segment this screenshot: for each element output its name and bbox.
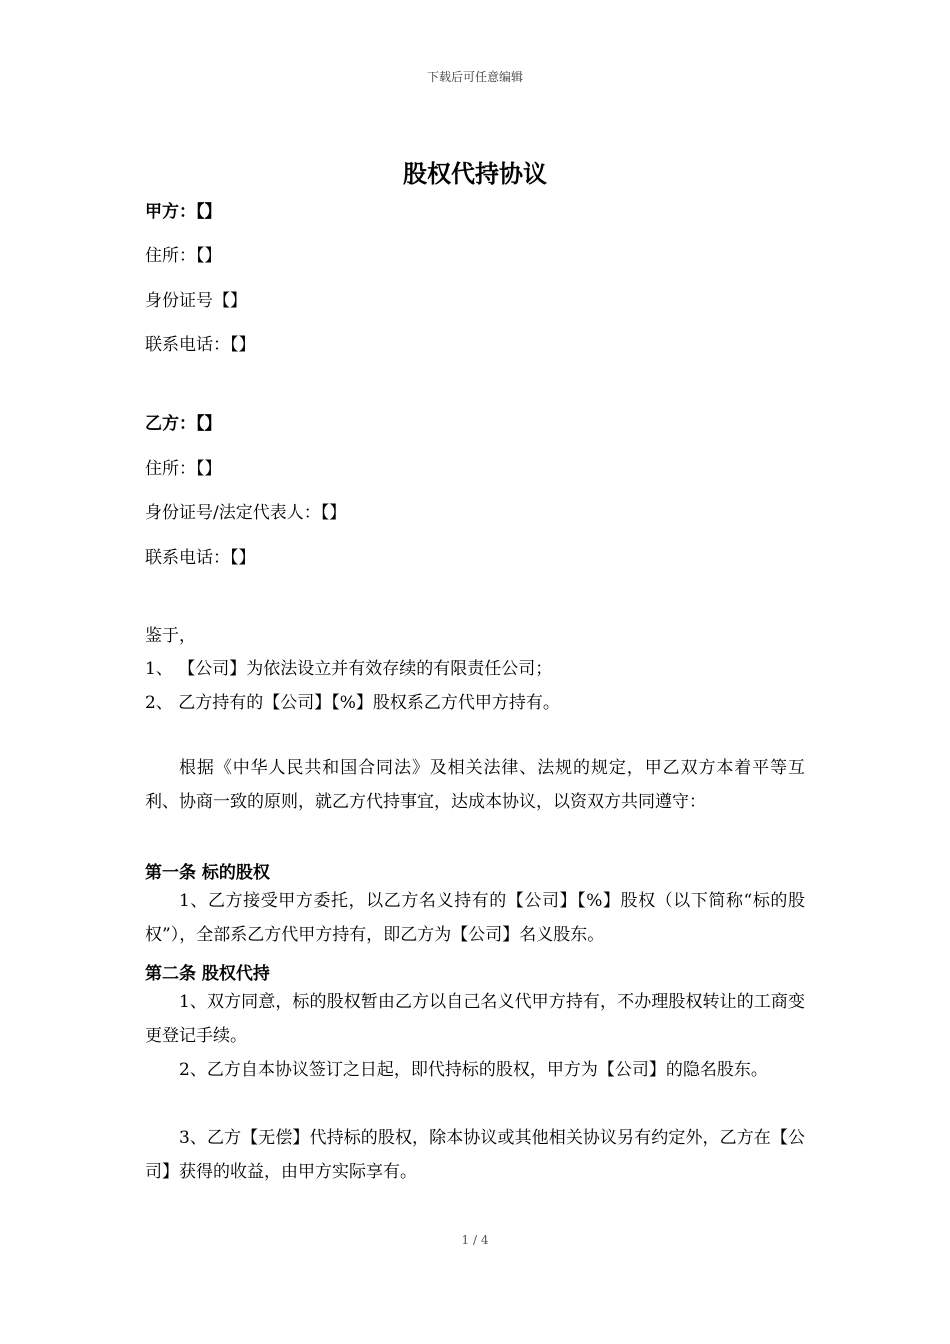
party-b-address: 住所：【】 <box>145 459 222 479</box>
document-title: 股权代持协议 <box>403 160 547 188</box>
article-2-clause-1: 1、双方同意，标的股权暂由乙方以自己名义代甲方持有，不办理股权转让的工商变更登记手续。 <box>145 992 805 1046</box>
party-b-label: 乙方：【】 <box>145 414 222 434</box>
article-2-clause-3: 3、乙方【无偿】代持标的股权，除本协议或其他相关协议另有约定外，乙方在【公司】获得的收益，由甲方实际享有。 <box>145 1128 805 1182</box>
recital-item-2: 2、 乙方持有的【公司】【%】股权系乙方代甲方持有。 <box>145 693 560 713</box>
page-number: 1 / 4 <box>461 1233 489 1247</box>
party-b-id: 身份证号/法定代表人：【】 <box>145 503 347 523</box>
header-note: 下载后可任意编辑 <box>426 70 523 84</box>
article-2-clause-2: 2、乙方自本协议签订之日起，即代持标的股权，甲方为【公司】的隐名股东。 <box>179 1060 768 1080</box>
article-1-clause-1: 1、乙方接受甲方委托，以乙方名义持有的【公司】【%】股权（以下简称“标的股权”），全部系乙方代甲方持有，即乙方为【公司】名义股东。 <box>145 891 805 945</box>
recital-item-1: 1、 【公司】为依法设立并有效存续的有限责任公司； <box>145 659 553 679</box>
party-a-address: 住所：【】 <box>145 246 222 266</box>
recitals-intro: 鉴于， <box>145 626 196 646</box>
party-b-phone: 联系电话：【】 <box>145 548 256 568</box>
party-a-label: 甲方：【】 <box>145 202 222 222</box>
preamble-paragraph: 根据《中华人民共和国合同法》及相关法律、法规的规定，甲乙双方本着平等互利、协商一致的原则，就乙方代持事宜，达成本协议，以资双方共同遵守： <box>145 758 805 812</box>
party-a-phone: 联系电话：【】 <box>145 335 256 355</box>
party-a-id: 身份证号【】 <box>145 291 247 311</box>
article-1-heading: 第一条 标的股权 <box>145 863 270 883</box>
article-2-heading: 第二条 股权代持 <box>145 964 270 984</box>
